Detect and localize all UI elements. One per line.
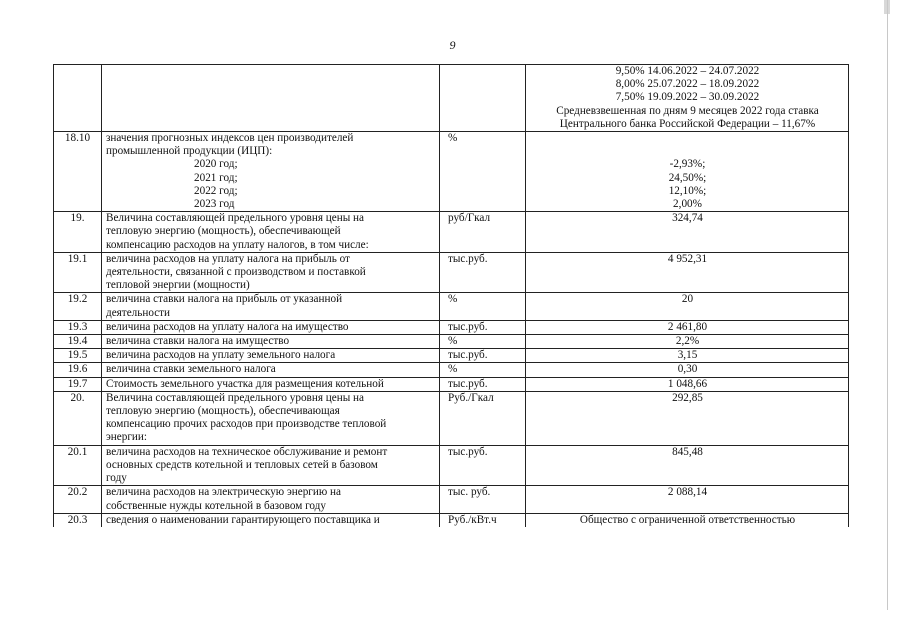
table-body [54,65,849,527]
row-value-cell [526,486,849,513]
description-line: компенсацию расходов на уплату налогов, в том числе: [106,238,369,251]
unit-label: % [448,363,458,376]
year-label: 2022 год; [194,184,238,197]
description-line: Величина составляющей предельного уровня цены на [106,391,364,404]
description-line: энергии: [106,431,148,444]
table-row [54,212,849,253]
value-line [530,132,845,145]
year-label: 2021 год; [194,171,238,184]
row-number: 19.1 [67,252,88,265]
description-line: величина расходов на электрическую энергию на [106,486,341,499]
unit-label: % [448,335,458,348]
row-value-cell [526,335,849,349]
row-number-cell [54,349,102,363]
value-line: Центрального банка Российской Федерации – 11,67% [559,117,816,130]
value-line: 7,50% 19.09.2022 – 30.09.2022 [615,91,760,104]
description-line: величина ставки налога на имущество [106,335,290,348]
row-number: 19.2 [67,293,88,306]
row-value-cell [526,513,849,527]
row-value-cell [526,377,849,391]
row-unit-cell [440,349,526,363]
description-line: тепловую энергию (мощность), обеспечивающей [106,225,341,238]
description-line: величина ставки налога на прибыль от указанной [106,293,343,306]
value-line: 2 088,14 [667,486,708,499]
row-number-cell [54,132,102,212]
value-line: 2,00% [673,198,702,211]
unit-label: Руб./Гкал [448,391,494,404]
row-description-cell [102,391,440,445]
value-line: 1 048,66 [667,377,708,390]
row-description-cell [102,252,440,293]
row-value-cell [526,363,849,377]
value-line: 2,2% [675,335,700,348]
table-row [54,486,849,513]
value-line: 3,15 [677,349,698,362]
value-line: -2,93%; [669,158,706,171]
unit-label: тыс.руб. [448,252,488,265]
description-line: тепловой энергии (мощности) [106,279,250,292]
row-unit-cell [440,391,526,445]
description-line: сведения о наименовании гарантирующего поставщика и [106,513,380,526]
row-number: 19.7 [67,377,88,390]
description-line: деятельности, связанной с производством и поставкой [106,266,366,279]
row-number: 19.6 [67,363,88,376]
unit-label: Руб./кВт.ч [448,513,497,526]
description-line: величина расходов на уплату земельного налога [106,349,336,362]
row-number-cell [54,486,102,513]
row-number-cell [54,320,102,334]
row-unit-cell [440,377,526,391]
row-description-cell [102,132,440,212]
description-line: деятельности [106,306,171,319]
row-unit-cell [440,486,526,513]
table-row [54,391,849,445]
row-unit-cell [440,65,526,132]
row-description-cell [102,335,440,349]
row-value-cell [526,65,849,132]
row-value-cell [526,293,849,320]
row-number-cell [54,293,102,320]
row-number: 20.3 [67,513,88,526]
value-line: Общество с ограниченной ответственностью [579,513,796,526]
row-description-cell [102,349,440,363]
description-line: тепловую энергию (мощность), обеспечивающая [106,405,340,418]
row-number-cell [54,363,102,377]
table-row [54,65,849,132]
description-line: основных средств котельной и тепловых сетей в базовом [106,458,378,471]
description-line: Стоимость земельного участка для размещения котельной [106,377,384,390]
value-line: Средневзвешенная по дням 9 месяцев 2022 года ставка [556,104,819,117]
unit-label: тыс.руб. [448,445,488,458]
row-description-cell [102,65,440,132]
unit-label: тыс.руб. [448,349,488,362]
unit-label: руб/Гкал [448,212,491,225]
table-row [54,349,849,363]
year-label: 2020 год; [194,158,238,171]
description-line: компенсацию прочих расходов при производстве тепловой [106,418,387,431]
unit-label: тыс.руб. [448,320,488,333]
row-description-cell [102,486,440,513]
table-row [54,445,849,486]
row-value-cell [526,252,849,293]
description-line: собственные нужды котельной в базовом году [106,499,326,512]
row-number: 19.4 [67,335,88,348]
description-line: величина ставки земельного налога [106,363,276,376]
description-line: промышленной продукции (ИЦП): [106,145,273,158]
row-description-cell [102,293,440,320]
description-line: Величина составляющей предельного уровня цены на [106,212,364,225]
unit-label: % [448,293,458,306]
row-number-cell [54,445,102,486]
row-number: 20. [70,391,85,404]
value-line: 20 [681,293,694,306]
row-number-cell [54,513,102,527]
unit-label: тыс.руб. [448,377,488,390]
row-value-cell [526,212,849,253]
table-row [54,252,849,293]
row-unit-cell [440,132,526,212]
row-value-cell [526,349,849,363]
value-line: 8,00% 25.07.2022 – 18.09.2022 [615,78,760,91]
row-unit-cell [440,363,526,377]
row-description-cell [102,445,440,486]
value-line: 12,10%; [668,184,707,197]
value-line: 4 952,31 [667,252,708,265]
row-description-cell [102,212,440,253]
value-line: 2 461,80 [667,320,708,333]
row-description-cell [102,363,440,377]
value-line [530,145,845,158]
row-unit-cell [440,335,526,349]
description-line: величина расходов на уплату налога на прибыль от [106,252,350,265]
table-row [54,335,849,349]
row-unit-cell [440,212,526,253]
table-row [54,132,849,212]
row-number-cell [54,335,102,349]
row-unit-cell [440,293,526,320]
row-description-cell [102,513,440,527]
description-line: величина расходов на техническое обслуживание и ремонт [106,445,388,458]
description-line: значения прогнозных индексов цен производителей [106,132,354,145]
table-row [54,363,849,377]
scan-edge-line [887,0,888,610]
unit-label: тыс. руб. [448,486,491,499]
value-line: 292,85 [672,391,703,404]
row-unit-cell [440,320,526,334]
row-number: 19. [70,212,85,225]
row-unit-cell [440,252,526,293]
value-line: 0,30 [677,363,698,376]
table-row [54,377,849,391]
value-line: 9,50% 14.06.2022 – 24.07.2022 [615,65,760,77]
description-line: году [106,472,127,485]
row-number: 19.5 [67,349,88,362]
table-row [54,293,849,320]
row-description-cell [102,377,440,391]
table-row [54,513,849,527]
value-line: 845,48 [672,445,703,458]
row-number-cell [54,212,102,253]
row-unit-cell [440,445,526,486]
row-unit-cell [440,513,526,527]
row-value-cell [526,320,849,334]
row-value-cell [526,391,849,445]
description-line: величина расходов на уплату налога на имущество [106,320,349,333]
row-value-cell [526,445,849,486]
row-number: 18.10 [64,132,91,145]
tariff-parameters-table [53,64,849,527]
value-line: 324,74 [672,212,703,225]
row-number: 20.2 [67,486,88,499]
table-row [54,320,849,334]
row-number-cell [54,391,102,445]
row-value-cell [526,132,849,212]
row-number-cell [54,65,102,132]
row-number-cell [54,252,102,293]
year-label: 2023 год [194,198,235,211]
unit-label: % [448,132,458,145]
row-number-cell [54,377,102,391]
value-line: 24,50%; [668,171,707,184]
row-number: 20.1 [67,445,88,458]
page-number: 9 [449,38,456,52]
row-number: 19.3 [67,320,88,333]
row-description-cell [102,320,440,334]
